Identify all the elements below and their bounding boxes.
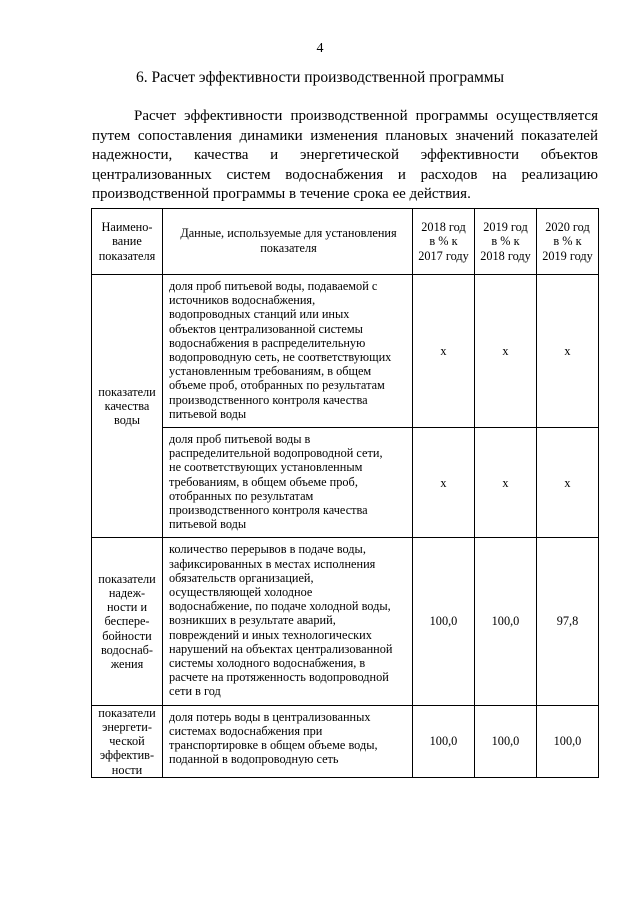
table-row (92, 705, 599, 777)
table-row (92, 538, 599, 705)
value-2020: 97,8 (537, 538, 599, 705)
value-2019: 100,0 (475, 705, 537, 777)
value-2018: x (413, 275, 475, 428)
value-2019: 100,0 (475, 538, 537, 705)
value-2018: 100,0 (413, 538, 475, 705)
header-data: Данные, используемые для установления показателя (163, 209, 413, 275)
value-2018: x (413, 428, 475, 538)
header-indicator-name: Наимено- вание показателя (92, 209, 163, 275)
header-2019: 2019 год в % к 2018 году (475, 209, 537, 275)
table-row (92, 428, 599, 538)
intro-paragraph (92, 107, 598, 205)
indicators-table (91, 208, 599, 778)
table-row (92, 275, 599, 428)
header-2020: 2020 год в % к 2019 году (537, 209, 599, 275)
page-number: 4 (316, 41, 324, 56)
value-2019: x (475, 275, 537, 428)
value-2020: x (537, 428, 599, 538)
value-2020: x (537, 275, 599, 428)
indicator-name-reliability: показатели надеж- ности и беспере- бойности водоснаб- жения (92, 538, 163, 705)
value-2019: x (475, 428, 537, 538)
paragraph-line: централизованных систем водоснабжения и расходов на реализацию (92, 166, 598, 183)
header-2018: 2018 год в % к 2017 году (413, 209, 475, 275)
section-heading: 6. Расчет эффективности производственной программы (136, 69, 504, 86)
paragraph-line: производственной программы в течение срока ее действия. (92, 186, 471, 203)
paragraph-line: надежности, качества и энергетической эффективности объектов (92, 147, 598, 164)
value-2020: 100,0 (537, 705, 599, 777)
indicator-description: количество перерывов в подаче воды, зафиксированных в местах исполнения обязательств организацией, осуществляющей холодное водоснабжение, по подаче холодной воды, возникших в результате аварий, повреждений и иных технологических нарушений на объектах централизованной системы холодного водоснабжения, в расчете на протяженность водопроводной сети в год (163, 538, 413, 705)
indicator-description: доля проб питьевой воды, подаваемой с источников водоснабжения, водопроводных станций или иных объектов централизованной системы водоснабжения в распределительную водопроводную сеть, не соответствующих установленным требованиям, в общем объеме проб, отобранных по результатам производственного контроля качества питьевой воды (163, 275, 413, 428)
value-2018: 100,0 (413, 705, 475, 777)
indicator-description: доля проб питьевой воды в распределительной водопроводной сети, не соответствующих установленным требованиям, в общем объеме проб, отобранных по результатам производственного контроля качества питьевой воды (163, 428, 413, 538)
indicator-name-energy: показатели энергети- ческой эффектив- ности (92, 705, 163, 777)
paragraph-line: Расчет эффективности производственной программы осуществляется (134, 108, 598, 124)
indicator-description: доля потерь воды в централизованных системах водоснабжения при транспортировке в общем объеме воды, поданной в водопроводную сеть (163, 705, 413, 777)
table-header-row (92, 209, 599, 275)
indicator-name-quality: показатели качества воды (92, 275, 163, 538)
paragraph-line: путем сопоставления динамики изменения плановых значений показателей (92, 127, 598, 144)
